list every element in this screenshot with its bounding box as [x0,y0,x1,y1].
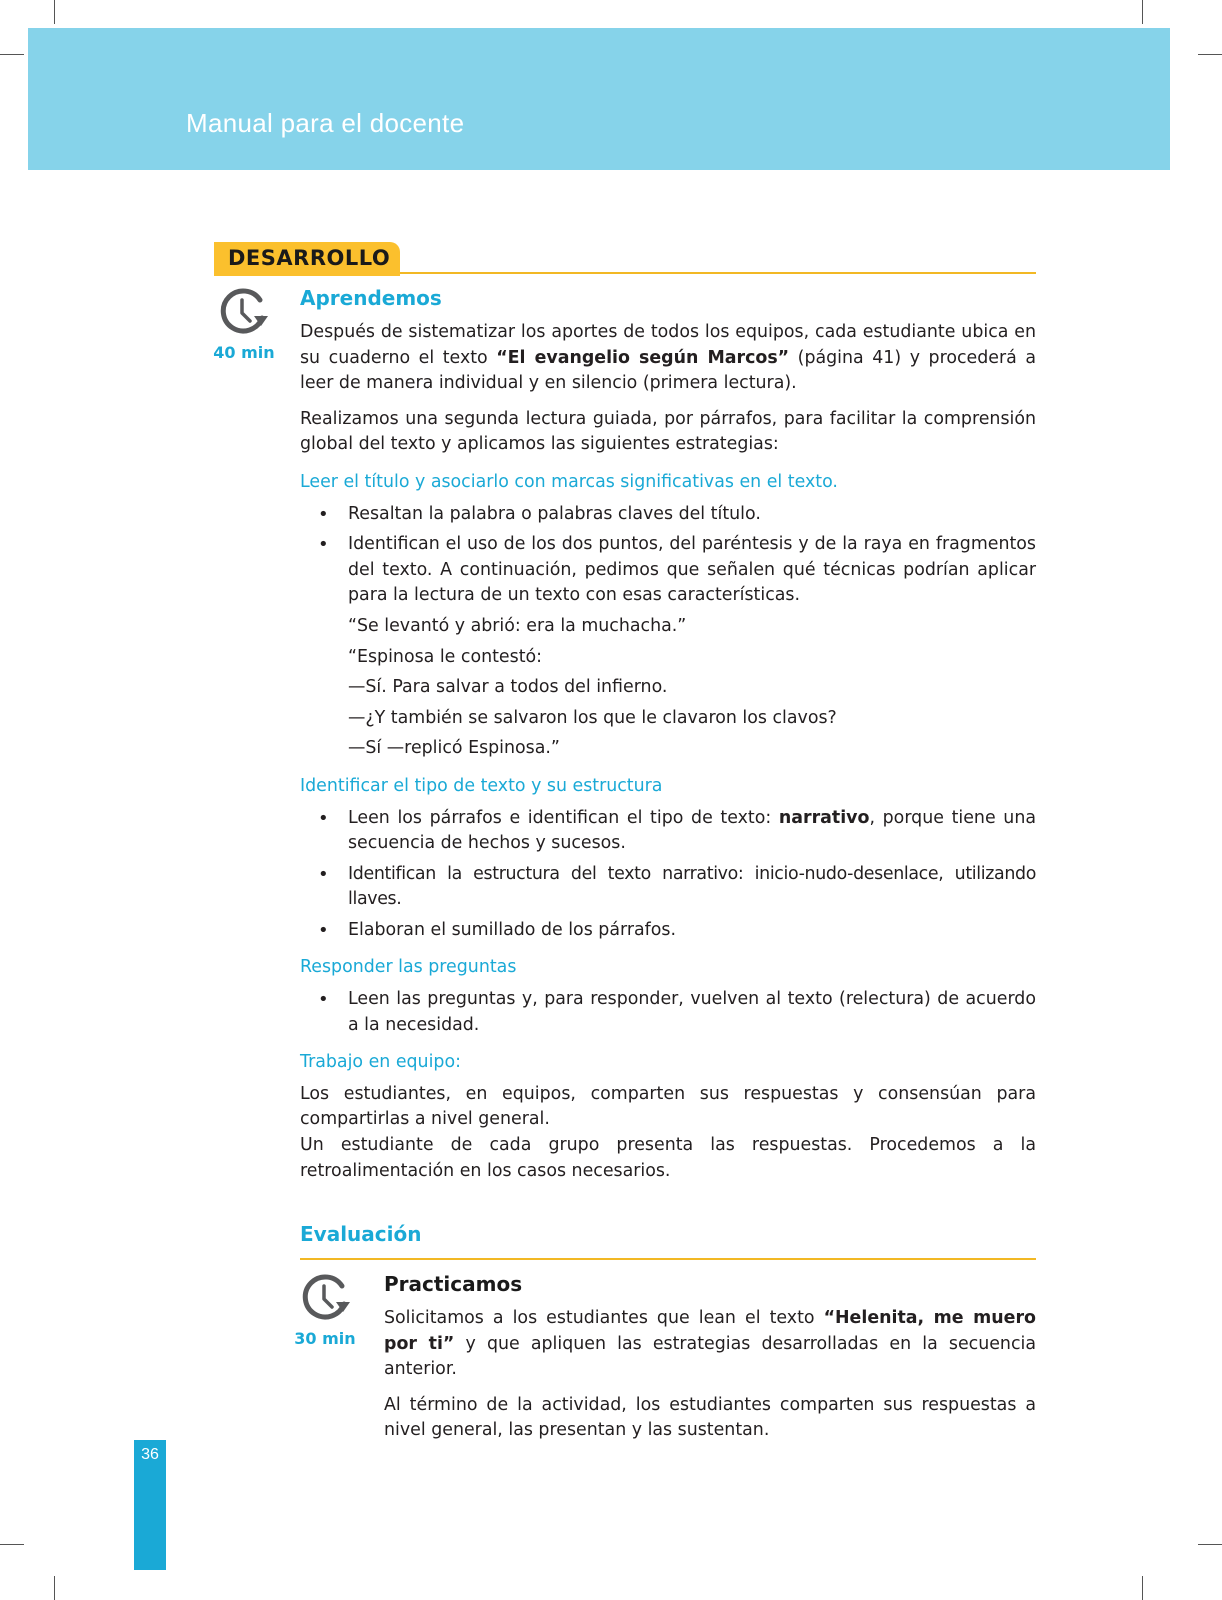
duration-label: 40 min [213,343,275,362]
crop-mark [54,1576,55,1600]
crop-mark [1142,0,1143,24]
bullet-list [300,502,1036,609]
crop-mark [0,54,24,55]
crop-mark [1198,1544,1222,1545]
crop-mark [1198,54,1222,55]
clock-icon [218,286,270,338]
page-header-title: Manual para el docente [186,108,465,138]
section-rule [300,1258,1036,1260]
section-tab-desarrollo [214,242,400,276]
quote-line: “Se levantó y abrió: era la muchacha.” [348,615,687,636]
list-item: • Leen los párrafos e identifican el tipo de texto: narrativo, porque tiene una secuencia de hechos y sucesos. [300,806,1036,857]
quote-line: “Espinosa le contestó: [348,646,543,667]
quote-line: —Sí. Para salvar a todos del infierno. [348,677,668,698]
quote-line: —¿Y también se salvaron los que le clavaron los clavos? [348,707,837,728]
list-item: • Elaboran el sumillado de los párrafos. [300,918,1036,944]
quote-line: —Sí —replicó Espinosa.” [348,738,560,759]
section-label: DESARROLLO [228,246,391,270]
strategy-title: Identificar el tipo de texto y su estructura [300,775,663,796]
paragraph: Al término de la actividad, los estudiantes comparten sus respuestas a nivel general, las presentan y las sustentan. [384,1394,1036,1441]
crop-mark [1142,1576,1143,1600]
paragraph: Un estudiante de cada grupo presenta las respuestas. Procedemos a la retroalimentación en los casos necesarios. [300,1135,1036,1181]
crop-mark [54,0,55,24]
header-banner [28,28,1170,170]
teamwork-title: Trabajo en equipo: [300,1052,461,1073]
bullet-list [300,987,1036,1038]
aprendemos-section [300,284,1036,1184]
paragraph: Solicitamos a los estudiantes que lean el texto “Helenita, me muero por ti” y que apliquen las estrategias desarrolladas en la secuencia anterior. [384,1308,1037,1380]
section-rule [400,272,1036,274]
clock-icon [300,1272,352,1324]
section-heading-aprendemos: Aprendemos [300,286,442,310]
duration-label: 30 min [294,1329,356,1348]
list-item: • Leen las preguntas y, para responder, vuelven al texto (relectura) de acuerdo a la necesidad. [300,987,1036,1038]
paragraph: Realizamos una segunda lectura guiada, por párrafos, para facilitar la comprensión global del texto y aplicamos las siguientes estrategias: [300,408,1036,455]
section-heading-practicamos: Practicamos [384,1272,523,1296]
paragraph: Los estudiantes, en equipos, comparten sus respuestas y consensúan para compartirlas a nivel general. [300,1083,1036,1130]
list-item: • Identifican el uso de los dos puntos, del paréntesis y de la raya en fragmentos del texto. A continuación, pedimos que señalen qué técnicas podrían aplicar para la lectura de un texto con esas características. [300,532,1036,609]
bullet-list [300,806,1036,944]
crop-mark [0,1544,24,1545]
evaluacion-section [384,1270,1036,1444]
page-number: 36 [141,1446,159,1463]
strategy-title: Leer el título y asociarlo con marcas significativas en el texto. [300,471,838,492]
strategy-title: Responder las preguntas [300,957,517,978]
section-heading-evaluacion: Evaluación [300,1222,422,1246]
list-item: • Resaltan la palabra o palabras claves del título. [300,502,1036,528]
paragraph: Después de sistematizar los aportes de todos los equipos, cada estudiante ubica en su cuaderno el texto “El evangelio según Marcos” (página 41) y procederá a leer de manera individual y en silencio (primera lectura). [300,322,1036,394]
list-item: • Identifican la estructura del texto narrativo: inicio-nudo-desenlace, utilizando llaves. [300,862,1036,913]
